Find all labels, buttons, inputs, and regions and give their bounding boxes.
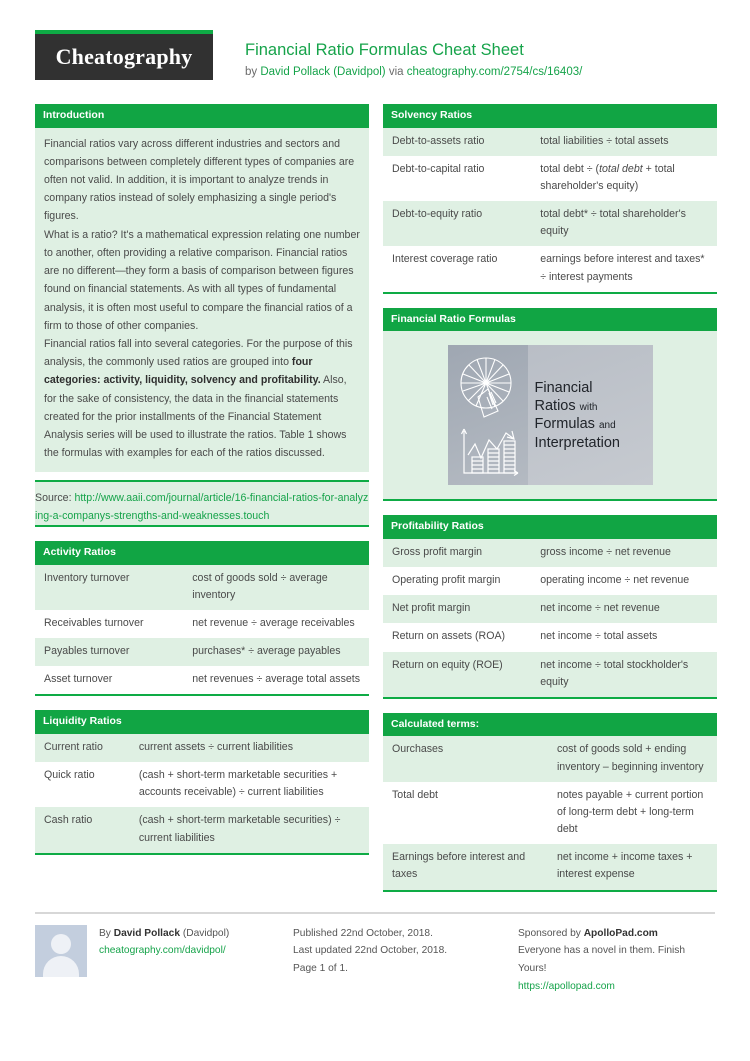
formulas-promo-image — [448, 345, 653, 485]
card-title-activity-ratios: Activity Ratios — [35, 541, 369, 565]
intro-p3-bold: four categories: activity, liquidity, solvency and profitability. — [44, 356, 321, 387]
table-row — [35, 610, 369, 638]
intro-paragraph-3 — [44, 335, 360, 463]
footer-published: Published 22nd October, 2018. — [293, 927, 433, 939]
ratio-name: Asset turnover — [35, 666, 183, 694]
source-link[interactable]: http://www.aaii.com/journal/article/16-financial-ratios-for-analyzing-a-companys-strengths-and-weaknesses.touch — [35, 491, 369, 522]
formula-pre: earnings before interest and taxes* ÷ interest payments — [540, 253, 705, 283]
logo-box — [35, 34, 213, 80]
ratio-formula: (cash + short-term marketable securities + accounts receivable) ÷ current liabilities — [130, 762, 369, 807]
footer-sponsor-url-line — [518, 978, 715, 996]
formula-pre: total debt ÷ ( — [540, 162, 600, 175]
table-row — [383, 652, 717, 697]
table-profitability-ratios — [383, 539, 717, 697]
table-row — [383, 567, 717, 595]
footer-author-link[interactable]: cheatography.com/davidpol/ — [99, 945, 226, 957]
ratio-formula: gross income ÷ net revenue — [531, 539, 717, 567]
source-label: Source: — [35, 491, 75, 504]
footer-author-name: David Pollack — [113, 927, 180, 939]
card-calculated-terms — [383, 713, 717, 892]
avatar — [35, 925, 87, 977]
footer-author-handle: (Davidpol) — [179, 927, 230, 939]
promo-line-2 — [535, 397, 653, 415]
promo-line-2-small: with — [579, 402, 598, 414]
footer-sponsor-name: ApolloPad.com — [583, 927, 658, 939]
formula-pre: total debt* ÷ total shareholder's equity — [540, 208, 686, 238]
intro-p3-post: Also, for the sake of consistency, the data in the financial statements created for the prior installments of the Financial Statement Analysis series will be used to illustrate the ratios. Table 1 shows the formulas with examples for each of the ratios discussed. — [44, 374, 347, 460]
card-solvency-ratios — [383, 104, 717, 294]
formula-pre: total liabilities ÷ total assets — [540, 134, 669, 147]
promo-line-3-small: and — [598, 420, 616, 432]
ratio-name: Interest coverage ratio — [383, 246, 531, 291]
byline-via: via — [385, 66, 407, 79]
ratio-name: Net profit margin — [383, 595, 531, 623]
footer-sponsor-tagline: Everyone has a novel in them. Finish Yours! — [518, 945, 686, 975]
formulas-image-body — [383, 331, 717, 499]
footer-sponsor-block — [518, 925, 715, 996]
footer-author-text — [99, 925, 229, 996]
ratio-formula: operating income ÷ net revenue — [531, 567, 717, 595]
ratio-formula — [531, 156, 717, 201]
ratio-formula: net income ÷ total stockholder's equity — [531, 652, 717, 697]
right-column — [383, 104, 717, 906]
table-row — [383, 156, 717, 201]
table-row — [383, 782, 717, 844]
card-profitability-ratios — [383, 515, 717, 699]
intro-paragraph-1: Financial ratios vary across different industries and sectors and comparisons between completely different types of companies are often not valid. In addition, it is important to analyze trends in company ratios instead of solely emphasizing a single period's figures. — [44, 137, 355, 223]
ratio-name: Debt-to-assets ratio — [383, 128, 531, 156]
promo-line-4-main: Interpretation — [534, 434, 620, 451]
table-row — [35, 638, 369, 666]
left-column — [35, 104, 369, 869]
table-row — [35, 565, 369, 610]
table-row — [383, 595, 717, 623]
card-activity-ratios — [35, 541, 369, 696]
ratio-formula: purchases* ÷ average payables — [183, 638, 369, 666]
footer-author-url-line — [99, 942, 229, 960]
page-title: Financial Ratio Formulas Cheat Sheet — [245, 41, 524, 59]
card-title-introduction: Introduction — [35, 104, 369, 128]
term-formula: notes payable + current portion of long-term debt + long-term debt — [548, 782, 717, 844]
table-row — [383, 128, 717, 156]
table-row — [383, 844, 717, 889]
card-introduction — [35, 104, 369, 527]
introduction-source — [35, 480, 369, 525]
ratio-name: Debt-to-equity ratio — [383, 201, 531, 246]
byline-prefix: by — [245, 66, 261, 79]
ratio-name: Current ratio — [35, 734, 130, 762]
table-row — [35, 734, 369, 762]
card-title-liquidity-ratios: Liquidity Ratios — [35, 710, 369, 734]
ratio-name: Debt-to-capital ratio — [383, 156, 531, 201]
ratio-formula: net revenues ÷ average total assets — [183, 666, 369, 694]
ratio-formula: current assets ÷ current liabilities — [130, 734, 369, 762]
ratio-name: Cash ratio — [35, 807, 130, 852]
pie-and-bar-chart-icon — [448, 345, 528, 485]
table-row — [383, 623, 717, 651]
title-block — [245, 30, 582, 80]
footer-publish-block — [293, 925, 518, 996]
table-calculated-terms — [383, 736, 717, 889]
table-liquidity-ratios — [35, 734, 369, 853]
card-liquidity-ratios — [35, 710, 369, 854]
logo-text: Cheatography — [55, 44, 193, 69]
page-header — [35, 30, 715, 86]
byline — [245, 64, 582, 80]
table-row — [35, 666, 369, 694]
source-url-link[interactable]: cheatography.com/2754/cs/16403/ — [406, 66, 583, 79]
table-row — [383, 201, 717, 246]
ratio-name: Quick ratio — [35, 762, 130, 807]
table-solvency-ratios — [383, 128, 717, 292]
ratio-name: Receivables turnover — [35, 610, 183, 638]
ratio-name: Inventory turnover — [35, 565, 183, 610]
avatar-body-shape — [43, 956, 79, 977]
ratio-formula: net revenue ÷ average receivables — [183, 610, 369, 638]
formula-post: + total shareholder's equity) — [540, 162, 675, 192]
card-title-calculated-terms: Calculated terms: — [383, 713, 717, 737]
promo-graphics-panel — [448, 345, 528, 485]
card-title-solvency-ratios: Solvency Ratios — [383, 104, 717, 128]
ratio-formula: (cash + short-term marketable securities) ÷ current liabilities — [130, 807, 369, 852]
footer-author-prefix: By — [99, 927, 114, 939]
content-columns — [35, 104, 715, 906]
term-formula: net income + income taxes + interest expense — [548, 844, 717, 889]
table-row — [35, 762, 369, 807]
intro-p3-pre: Financial ratios fall into several categories. For the purpose of this analysis, the commonly used ratios are grouped into — [44, 338, 353, 369]
promo-text-panel — [528, 345, 653, 485]
promo-line-1 — [535, 379, 653, 397]
footer-page-number: Page 1 of 1. — [293, 963, 348, 975]
ratio-name: Payables turnover — [35, 638, 183, 666]
table-row — [383, 539, 717, 567]
intro-paragraph-2: What is a ratio? It's a mathematical expression relating one number to another, often providing a relative comparison. Financial ratios are no different—they form a basis of comparison between figures found on financial statements. As with all types of fundamental analysis, it is often most useful to compare the financial ratios of a firm to those of other companies. — [44, 228, 360, 332]
footer-author-line — [99, 925, 229, 943]
table-activity-ratios — [35, 565, 369, 695]
term-name: Total debt — [383, 782, 548, 844]
term-name: Earnings before interest and taxes — [383, 844, 548, 889]
promo-line-3-main: Formulas — [534, 416, 595, 433]
footer-sponsor-prefix: Sponsored by — [518, 927, 584, 939]
table-row — [383, 736, 717, 781]
promo-line-4 — [535, 434, 653, 452]
ratio-formula — [531, 128, 717, 156]
cheatography-logo[interactable] — [35, 30, 213, 80]
ratio-name: Operating profit margin — [383, 567, 531, 595]
table-row — [35, 807, 369, 852]
ratio-formula: net income ÷ net revenue — [531, 595, 717, 623]
term-formula: cost of goods sold + ending inventory – beginning inventory — [548, 736, 717, 781]
footer-sponsor-link[interactable]: https://apollopad.com — [518, 981, 615, 993]
footer-author-block — [35, 925, 293, 996]
ratio-formula: net income ÷ total assets — [531, 623, 717, 651]
ratio-formula — [531, 201, 717, 246]
table-row — [383, 246, 717, 291]
card-financial-ratio-formulas — [383, 308, 717, 502]
card-title-financial-ratio-formulas: Financial Ratio Formulas — [383, 308, 717, 332]
formula-emphasis: total debt — [599, 162, 643, 175]
ratio-formula: cost of goods sold ÷ average inventory — [183, 565, 369, 610]
footer-last-updated: Last updated 22nd October, 2018. — [293, 945, 448, 957]
ratio-name: Gross profit margin — [383, 539, 531, 567]
promo-line-2-main: Ratios — [534, 398, 576, 415]
author-link[interactable]: David Pollack (Davidpol) — [260, 66, 386, 79]
promo-line-1-main: Financial — [534, 379, 593, 396]
ratio-formula — [531, 246, 717, 291]
promo-line-3 — [535, 415, 653, 433]
introduction-body — [35, 128, 369, 472]
avatar-head-shape — [51, 934, 71, 954]
card-title-profitability-ratios: Profitability Ratios — [383, 515, 717, 539]
ratio-name: Return on equity (ROE) — [383, 652, 531, 697]
footer-sponsor-line — [518, 925, 715, 943]
term-name: Ourchases — [383, 736, 548, 781]
page-footer — [35, 912, 715, 996]
ratio-name: Return on assets (ROA) — [383, 623, 531, 651]
